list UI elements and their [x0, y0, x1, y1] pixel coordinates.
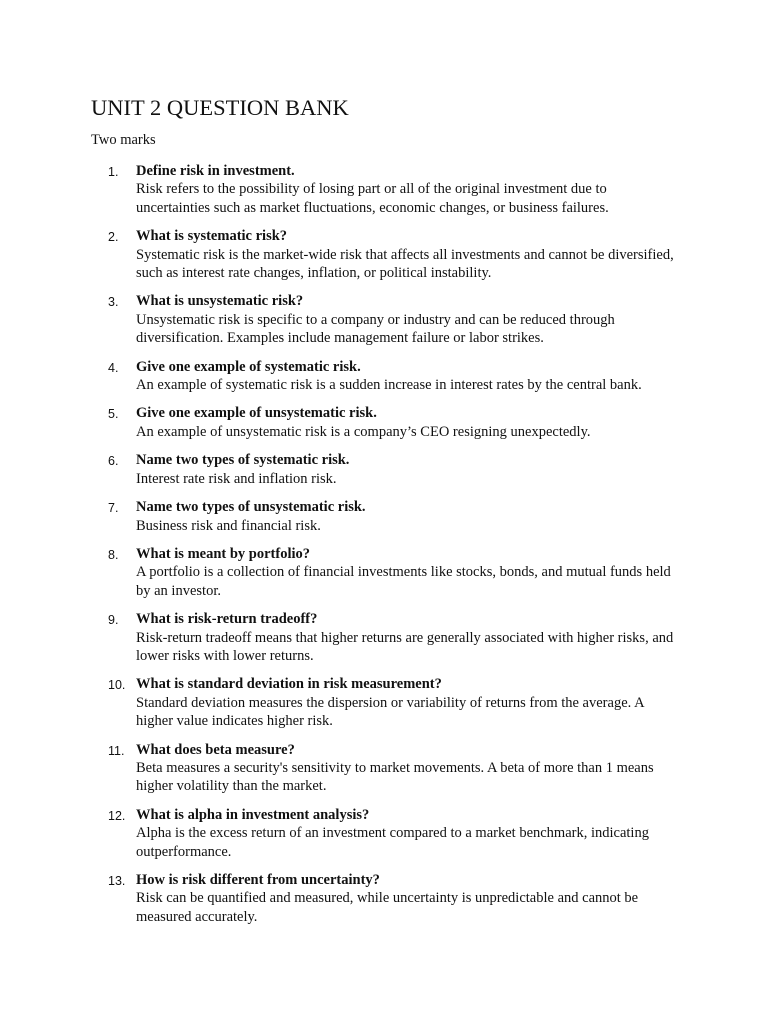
question-text: Name two types of unsystematic risk.	[136, 499, 366, 516]
question-text: Name two types of systematic risk.	[136, 452, 350, 469]
answer-text: Risk can be quantified and measured, while uncertainty is unpredictable and cannot be measured accurately.	[136, 890, 639, 925]
answer-text: Interest rate risk and inflation risk.	[136, 470, 337, 487]
question-number: 9.	[108, 613, 119, 628]
question-text: What is meant by portfolio?	[136, 545, 310, 562]
question-number: 13.	[108, 874, 126, 888]
list-item	[0, 404, 681, 441]
question-text: What is risk-return tradeoff?	[136, 611, 318, 628]
question-number: 12.	[108, 808, 126, 823]
answer-text: Unsystematic risk is specific to a company or industry and can be reduced through diversification. Examples include management failure or labor strikes.	[136, 311, 615, 347]
list-item	[0, 227, 681, 282]
question-text: What does beta measure?	[136, 741, 295, 758]
question-number: 4.	[108, 360, 119, 375]
list-item	[0, 292, 681, 347]
answer-text: Alpha is the excess return of an investment compared to a market benchmark, indicating outperformance.	[136, 825, 649, 860]
list-item	[0, 358, 681, 395]
question-number: 1.	[108, 165, 119, 179]
question-text: What is unsystematic risk?	[136, 293, 304, 310]
question-number: 3.	[108, 295, 119, 310]
answer-text: Beta measures a security's sensitivity to market movements. A beta of more than 1 means higher volatility than the market.	[136, 759, 654, 795]
list-item	[0, 741, 681, 796]
question-number: 6.	[108, 454, 119, 469]
list-item	[0, 498, 681, 535]
answer-text: An example of unsystematic risk is a company’s CEO resigning unexpectedly.	[136, 423, 591, 440]
question-text: What is systematic risk?	[136, 228, 288, 245]
answer-text: Risk-return tradeoff means that higher returns are generally associated with higher risks, and lower risks with lower returns.	[136, 629, 674, 664]
list-item	[0, 162, 681, 217]
answer-text: Business risk and financial risk.	[136, 517, 321, 534]
list-item	[0, 610, 681, 665]
question-number: 5.	[108, 407, 119, 422]
question-text: What is alpha in investment analysis?	[136, 806, 370, 823]
answer-text: Risk refers to the possibility of losing part or all of the original investment due to uncertainties such as market fluctuations, economic changes, or business failures.	[136, 181, 609, 216]
list-item	[0, 451, 681, 488]
question-number: 10.	[108, 678, 126, 693]
answer-text: Systematic risk is the market-wide risk that affects all investments and cannot be diversified, such as interest rate changes, inflation, or political instability.	[136, 246, 674, 282]
answer-text: Standard deviation measures the dispersion or variability of returns from the average. A higher value indicates higher risk.	[136, 694, 644, 730]
question-number: 8.	[108, 547, 119, 562]
question-text: Give one example of systematic risk.	[136, 358, 361, 375]
question-number: 2.	[108, 230, 119, 245]
list-item	[0, 675, 681, 730]
section-label: Two marks	[91, 132, 156, 148]
question-text: Define risk in investment.	[136, 163, 295, 179]
answer-text: A portfolio is a collection of financial investments like stocks, bonds, and mutual funds held by an investor.	[136, 564, 671, 599]
page-title: UNIT 2 QUESTION BANK	[91, 95, 349, 120]
question-text: How is risk different from uncertainty?	[136, 872, 380, 888]
question-text: What is standard deviation in risk measurement?	[136, 676, 442, 693]
question-number: 7.	[108, 501, 119, 516]
question-number: 11.	[108, 743, 125, 758]
answer-text: An example of systematic risk is a sudden increase in interest rates by the central bank.	[136, 377, 642, 394]
question-list	[0, 162, 768, 936]
list-item	[0, 806, 681, 861]
list-item	[0, 545, 681, 600]
question-text: Give one example of unsystematic risk.	[136, 405, 377, 422]
list-item	[0, 871, 681, 926]
